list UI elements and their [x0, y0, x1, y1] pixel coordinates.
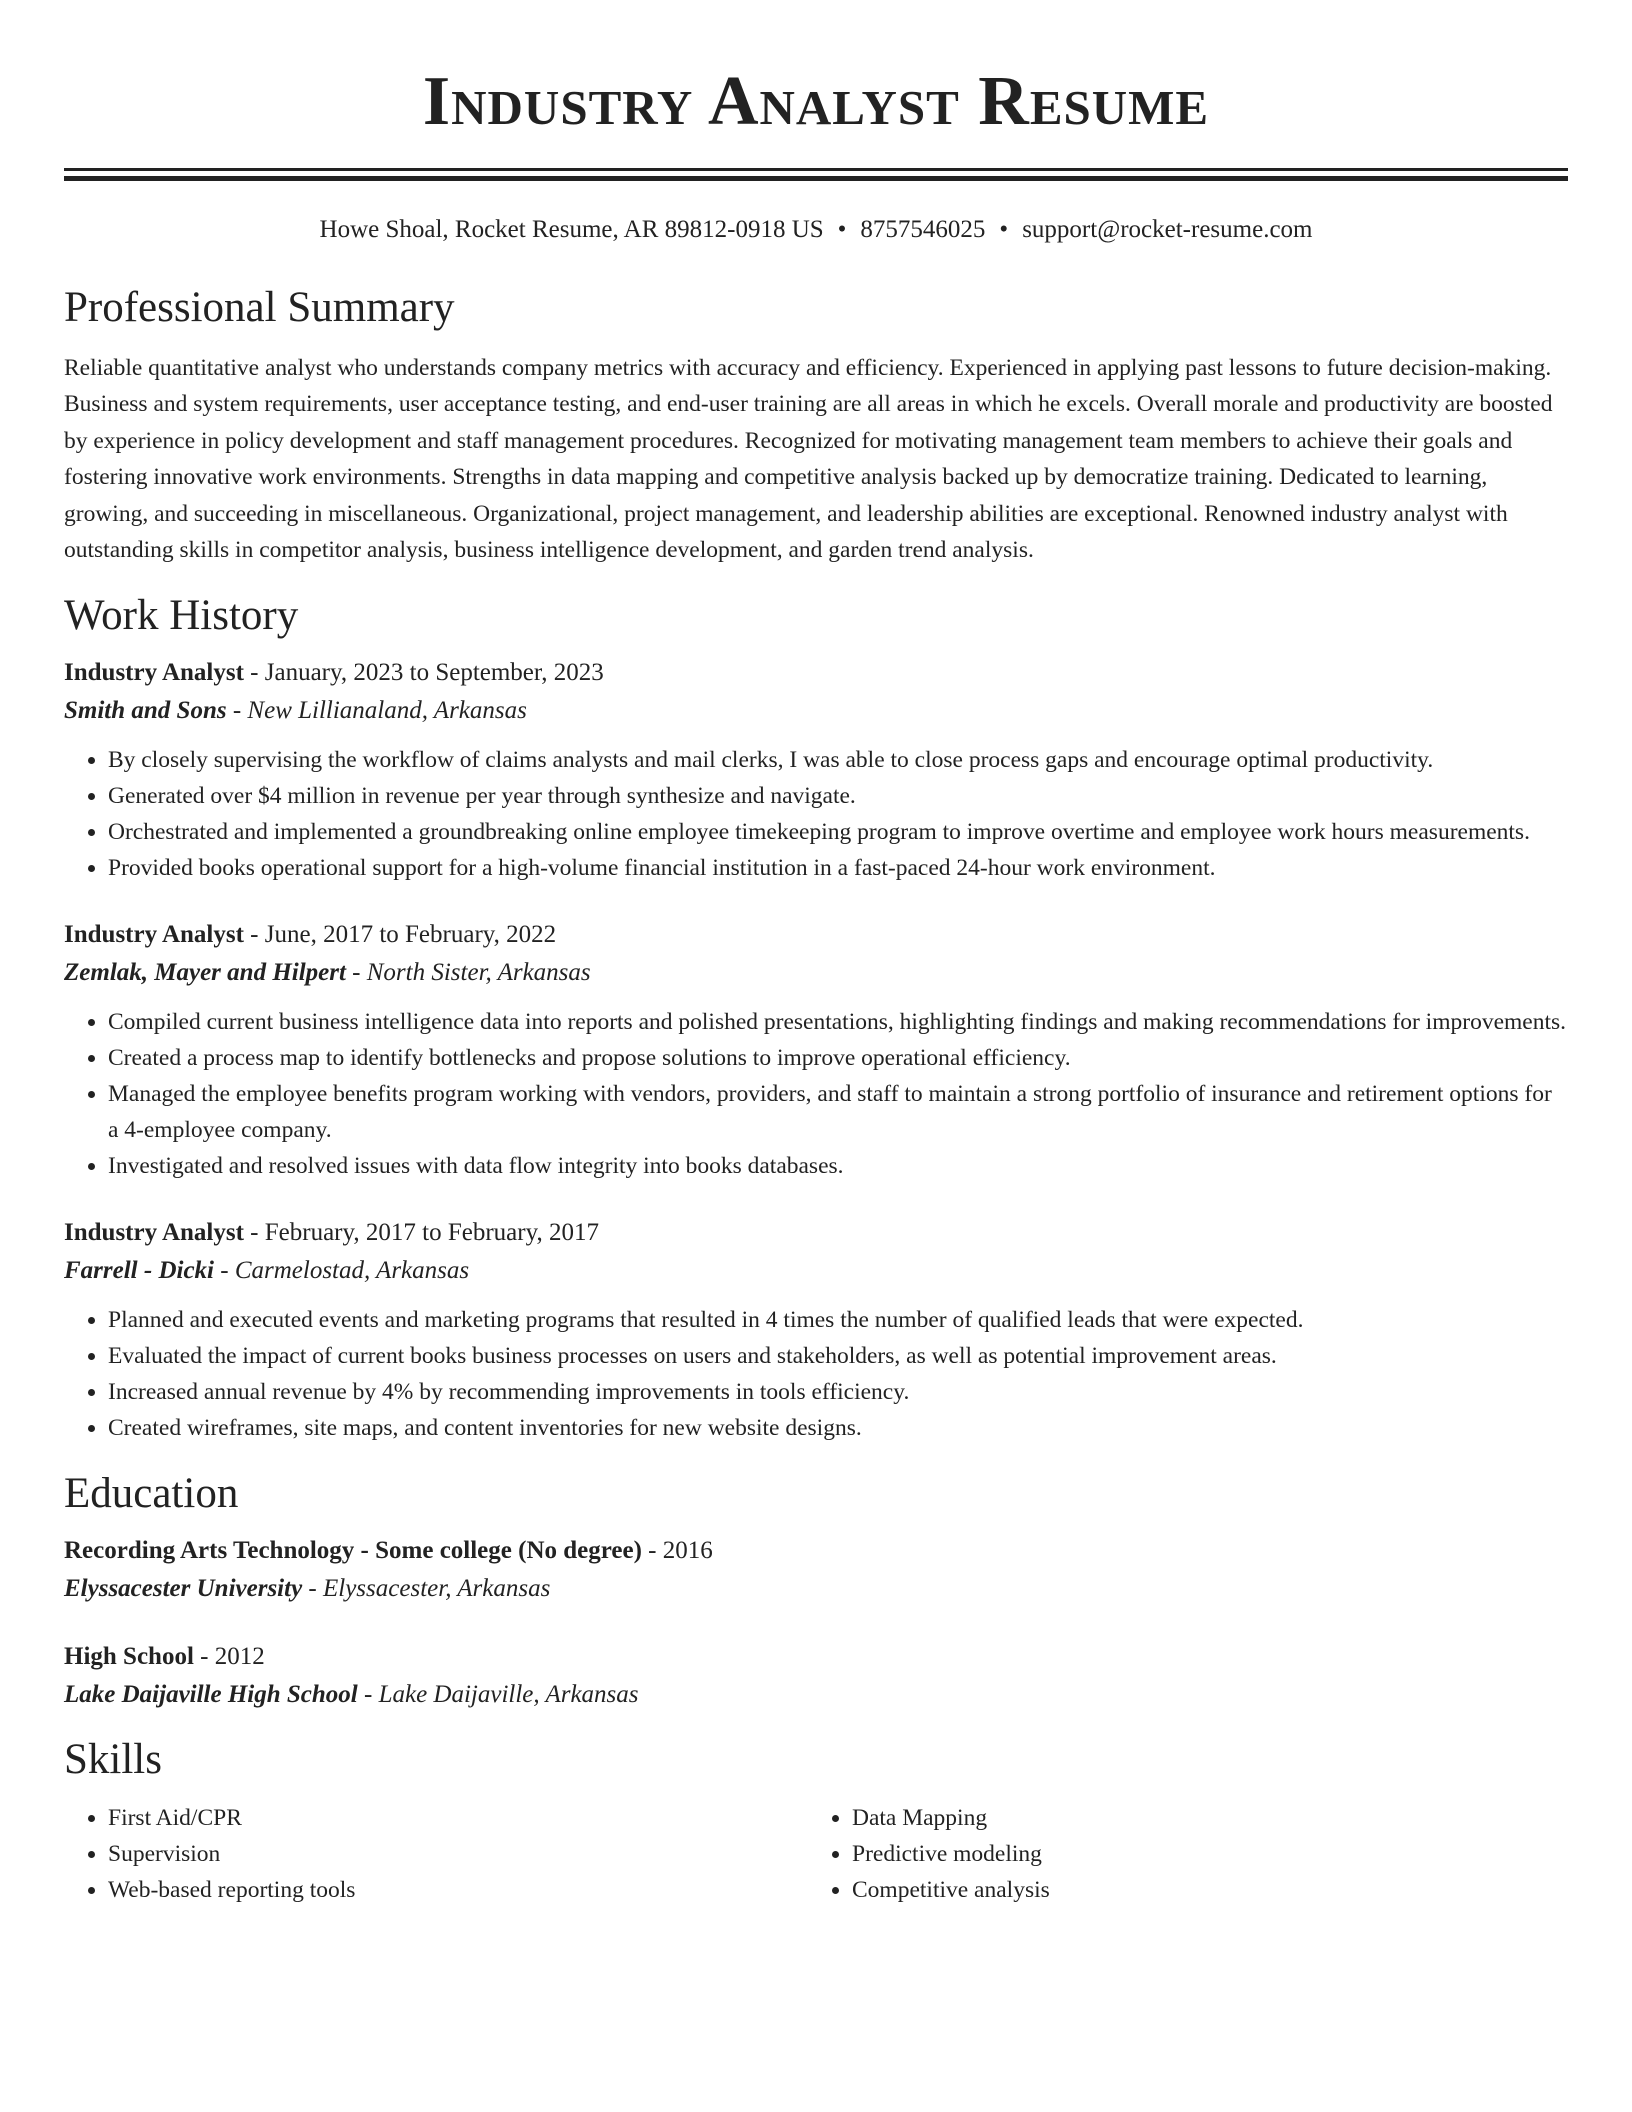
job-entry	[64, 1216, 1568, 1446]
education-degree-line	[64, 1534, 1568, 1568]
contact-phone: 8757546025	[860, 216, 986, 243]
education-school-line	[64, 1572, 1568, 1606]
summary-text: Reliable quantitative analyst who understands company metrics with accuracy and efficiency. Experienced in applying past lessons to future decision-making. Business and system requirements, user acceptance testing, and end-user training are all areas in which he excels. Overall morale and productivity are boosted by experience in policy development and staff management procedures. Recognized for motivating management team members to achieve their goals and fostering innovative work environments. Strengths in data mapping and competitive analysis backed up by democratize training. Dedicated to learning, growing, and succeeding in miscellaneous. Organizational, project management, and leadership abilities are exceptional. Renowned industry analyst with outstanding skills in competitor analysis, business intelligence development, and garden trend analysis.	[64, 355, 1553, 564]
job-company-line	[64, 1254, 1568, 1288]
job-location: - North Sister, Arkansas	[345, 959, 591, 987]
list-item: • Predictive modeling	[852, 1836, 1552, 1872]
list-item: • Supervision	[108, 1836, 808, 1872]
list-item: • Generated over $4 million in revenue per year through synthesize and navigate.	[108, 778, 1568, 814]
section-heading-education: Education	[64, 1470, 239, 1518]
job-title-line	[64, 1216, 1568, 1250]
list-item: • Created wireframes, site maps, and content inventories for new website designs.	[108, 1410, 1568, 1446]
education-degree: Recording Arts Technology - Some college (No degree)	[64, 1537, 642, 1565]
job-company-line	[64, 956, 1568, 990]
education-entry	[64, 1534, 1568, 1606]
list-item: • Investigated and resolved issues with data flow integrity into books databases.	[108, 1148, 1568, 1184]
education-degree: High School	[64, 1643, 194, 1671]
job-bullets	[64, 1004, 1568, 1184]
list-item: • Created a process map to identify bottlenecks and propose solutions to improve operational efficiency.	[108, 1040, 1568, 1076]
job-title-line	[64, 656, 1568, 690]
skills-columns	[64, 1800, 1568, 1908]
title-divider-thick	[64, 176, 1568, 181]
education-school: Lake Daijaville High School	[64, 1681, 358, 1709]
contact-email: support@rocket-resume.com	[1022, 216, 1313, 243]
skills-list-left	[64, 1800, 808, 1908]
education-location: - Lake Daijaville, Arkansas	[357, 1681, 639, 1709]
job-entry	[64, 918, 1568, 1184]
section-heading-summary: Professional Summary	[64, 284, 455, 331]
job-location: - Carmelostad, Arkansas	[214, 1257, 470, 1285]
job-dates: - January, 2023 to September, 2023	[243, 659, 604, 687]
list-item: • Evaluated the impact of current books business processes on users and stakeholders, as well as potential improvement areas.	[108, 1338, 1568, 1374]
job-company-line	[64, 694, 1568, 728]
job-entry	[64, 656, 1568, 886]
list-item: • Web-based reporting tools	[108, 1872, 808, 1908]
contact-address: Howe Shoal, Rocket Resume, AR 89812-0918 US	[319, 216, 824, 243]
contact-separator: •	[837, 216, 847, 243]
job-company: Zemlak, Mayer and Hilpert	[64, 959, 346, 987]
resume-title: Industry Analyst Resume	[422, 63, 1210, 140]
job-dates: - June, 2017 to February, 2022	[243, 921, 557, 949]
job-company: Farrell - Dicki	[64, 1257, 214, 1285]
job-company: Smith and Sons	[64, 697, 227, 725]
list-item: • Planned and executed events and marketing programs that resulted in 4 times the number of qualified leads that were expected.	[108, 1302, 1568, 1338]
contact-separator: •	[999, 216, 1009, 243]
education-school-line	[64, 1678, 1568, 1712]
job-title: Industry Analyst	[64, 921, 244, 949]
title-divider-thin	[64, 168, 1568, 171]
contact-line	[64, 214, 1568, 246]
job-location: - New Lillianaland, Arkansas	[226, 697, 527, 725]
job-dates: - February, 2017 to February, 2017	[243, 1219, 599, 1247]
education-degree-line	[64, 1640, 1568, 1674]
list-item: • By closely supervising the workflow of claims analysts and mail clerks, I was able to close process gaps and encourage optimal productivity.	[108, 742, 1568, 778]
section-heading-skills: Skills	[64, 1736, 162, 1784]
job-title-line	[64, 918, 1568, 952]
education-year: - 2016	[641, 1537, 713, 1565]
job-title: Industry Analyst	[64, 659, 244, 687]
skills-list-right	[808, 1800, 1552, 1908]
list-item: • Compiled current business intelligence data into reports and polished presentations, highlighting findings and making recommendations for improvements.	[108, 1004, 1568, 1040]
education-school: Elyssacester University	[64, 1575, 303, 1603]
list-item: • Provided books operational support for a high-volume financial institution in a fast-paced 24-hour work environment.	[108, 850, 1568, 886]
list-item: • Orchestrated and implemented a groundbreaking online employee timekeeping program to improve overtime and employee work hours measurements.	[108, 814, 1568, 850]
list-item: • Data Mapping	[852, 1800, 1552, 1836]
list-item: • Managed the employee benefits program working with vendors, providers, and staff to maintain a strong portfolio of insurance and retirement options for a 4-employee company.	[108, 1076, 1568, 1148]
job-title: Industry Analyst	[64, 1219, 244, 1247]
education-year: - 2012	[193, 1643, 265, 1671]
list-item: • Increased annual revenue by 4% by recommending improvements in tools efficiency.	[108, 1374, 1568, 1410]
education-location: - Elyssacester, Arkansas	[302, 1575, 551, 1603]
job-bullets	[64, 1302, 1568, 1446]
section-heading-work-history: Work History	[64, 592, 299, 640]
education-entry	[64, 1640, 1568, 1712]
list-item: • Competitive analysis	[852, 1872, 1552, 1908]
list-item: • First Aid/CPR	[108, 1800, 808, 1836]
job-bullets	[64, 742, 1568, 886]
